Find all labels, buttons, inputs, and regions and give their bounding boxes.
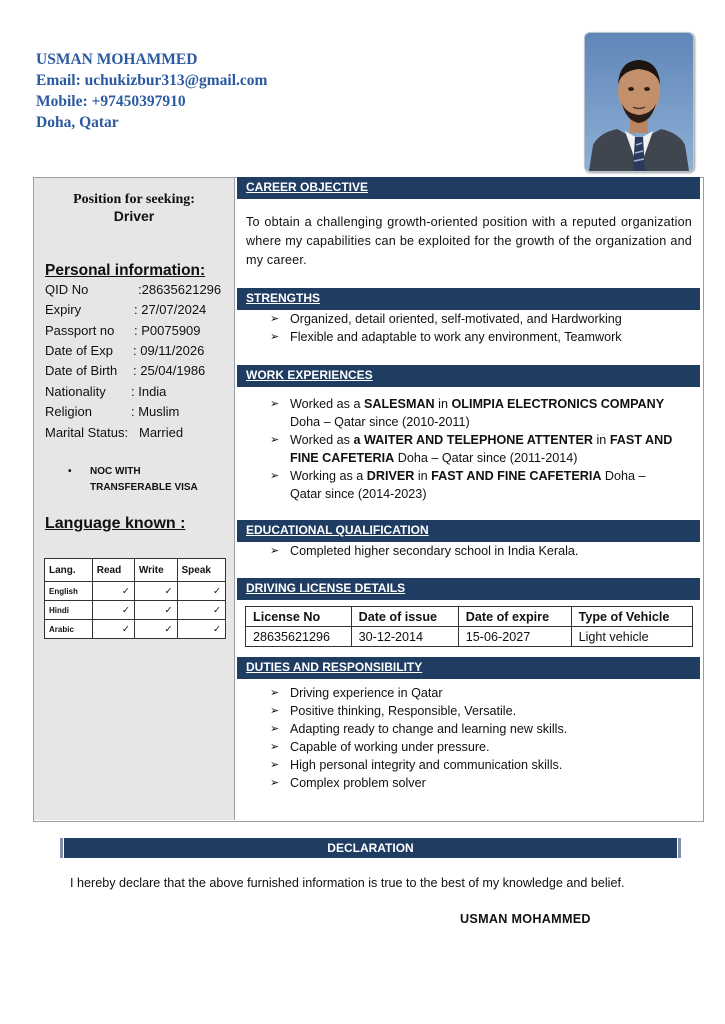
personal-value: : 09/11/2026 <box>133 343 205 358</box>
personal-label: Nationality <box>45 384 106 399</box>
exp-role: a WAITER AND TELEPHONE ATTENTER <box>353 433 593 447</box>
column-header: Date of issue <box>351 607 458 627</box>
exp-text: Doha – Qatar since (2010-2011) <box>290 415 470 429</box>
exp-company: FAST AND FINE CAFETERIA <box>431 469 602 483</box>
personal-value: : 27/07/2024 <box>134 302 207 317</box>
section-heading: DUTIES AND RESPONSIBILITY <box>246 660 423 674</box>
mobile-text: Mobile: +97450397910 <box>36 93 186 110</box>
column-header: Date of expire <box>458 607 571 627</box>
personal-row <box>45 341 205 361</box>
table-cell: 28635621296 <box>246 627 352 647</box>
column-header: Speak <box>177 559 226 582</box>
personal-value: Married <box>139 425 184 440</box>
personal-row <box>45 280 222 300</box>
column-header: License No <box>246 607 352 627</box>
list-item <box>270 684 690 702</box>
section-heading: CAREER OBJECTIVE <box>246 180 369 194</box>
column-header: Write <box>134 559 177 582</box>
language-heading: Language known : <box>45 515 186 532</box>
section-bar-education <box>237 520 700 542</box>
personal-label: Date of Exp <box>45 343 113 358</box>
language-name: Hindi <box>45 601 93 620</box>
strengths-list <box>270 310 690 346</box>
personal-row <box>45 382 167 402</box>
arrow-bullet-icon: ➢ <box>270 434 280 446</box>
personal-label: Date of Birth <box>45 363 118 378</box>
list-item <box>270 310 690 328</box>
exp-role: SALESMAN <box>363 397 435 411</box>
personal-value: : India <box>131 384 167 399</box>
check-icon: ✓ <box>134 620 177 639</box>
exp-role: DRIVER <box>366 469 415 483</box>
personal-label: Passport no <box>45 323 115 338</box>
list-item-text: Driving experience in Qatar <box>290 686 443 700</box>
exp-text: Working as a <box>290 469 367 483</box>
personal-info-heading: Personal information: <box>45 262 206 279</box>
personal-row <box>45 300 207 320</box>
check-icon: ✓ <box>92 601 134 620</box>
exp-text: in <box>434 397 452 411</box>
arrow-bullet-icon: ➢ <box>270 331 280 343</box>
noc-line: TRANSFERABLE VISA <box>90 482 198 493</box>
section-bar-career-objective <box>237 177 700 199</box>
list-item-text: Capable of working under pressure. <box>290 740 490 754</box>
list-item-text: Flexible and adaptable to work any environment, Teamwork <box>290 330 622 344</box>
profile-photo <box>584 32 694 172</box>
list-item <box>270 431 675 467</box>
exp-text: Worked as a <box>290 397 364 411</box>
exp-text: in <box>414 469 432 483</box>
career-objective-text: To obtain a challenging growth-oriented position with a reputed organization where my capabilities can be exploited for the growth of the organization and my career. <box>246 215 692 267</box>
work-experience-list <box>270 395 675 503</box>
candidate-name: USMAN MOHAMMED <box>36 51 198 68</box>
list-item-text: Positive thinking, Responsible, Versatile. <box>290 704 517 718</box>
list-item <box>270 542 690 560</box>
section-heading: EDUCATIONAL QUALIFICATION <box>246 523 429 537</box>
section-bar-duties <box>237 657 700 679</box>
list-item-text: Organized, detail oriented, self-motivated, and Hardworking <box>290 312 622 326</box>
list-item-text: Completed higher secondary school in India Kerala. <box>290 544 579 558</box>
personal-row <box>45 402 180 422</box>
personal-label: Expiry <box>45 302 82 317</box>
section-heading: STRENGTHS <box>246 291 321 305</box>
personal-row <box>45 423 184 443</box>
exp-text: Worked as <box>290 433 354 447</box>
position-value: Driver <box>113 208 155 224</box>
check-icon: ✓ <box>177 620 226 639</box>
list-item <box>270 738 690 756</box>
personal-row <box>45 321 201 341</box>
table-row <box>45 582 226 601</box>
declaration-text: I hereby declare that the above furnished information is true to the best of my knowledge and belief. <box>70 876 625 890</box>
exp-company: FAST AND FINE CAFETERIA <box>290 433 673 465</box>
personal-value: :28635621296 <box>138 282 222 297</box>
list-item <box>270 328 690 346</box>
exp-text: in <box>593 433 610 447</box>
list-item <box>270 774 690 792</box>
language-table <box>44 558 226 639</box>
section-heading: DRIVING LICENSE DETAILS <box>246 581 406 595</box>
arrow-bullet-icon: ➢ <box>270 687 280 699</box>
license-table <box>245 606 693 647</box>
list-item <box>270 720 690 738</box>
list-item <box>270 467 675 503</box>
location-text: Doha, Qatar <box>36 114 119 131</box>
personal-value: : 25/04/1986 <box>133 363 206 378</box>
noc-line: NOC WITH <box>90 466 141 477</box>
personal-label: Marital Status: <box>45 425 129 440</box>
personal-label: QID No <box>45 282 89 297</box>
arrow-bullet-icon: ➢ <box>270 398 280 410</box>
arrow-bullet-icon: ➢ <box>270 470 280 482</box>
list-item-text: High personal integrity and communication skills. <box>290 758 563 772</box>
personal-label: Religion <box>45 404 92 419</box>
column-header: Read <box>92 559 134 582</box>
check-icon: ✓ <box>92 620 134 639</box>
list-item <box>270 395 675 431</box>
declaration-heading: DECLARATION <box>327 841 414 855</box>
noc-note <box>68 464 198 496</box>
arrow-bullet-icon: ➢ <box>270 723 280 735</box>
personal-row <box>45 361 206 381</box>
table-row <box>246 627 693 647</box>
declaration-bar <box>64 838 677 858</box>
table-row <box>45 620 226 639</box>
arrow-bullet-icon: ➢ <box>270 313 280 325</box>
table-cell: 30-12-2014 <box>351 627 458 647</box>
exp-company: OLIMPIA ELECTRONICS COMPANY <box>451 397 665 411</box>
arrow-bullet-icon: ➢ <box>270 741 280 753</box>
section-bar-driving-license <box>237 578 700 600</box>
check-icon: ✓ <box>177 582 226 601</box>
exp-text: Doha – Qatar since (2011-2014) <box>394 451 578 465</box>
section-bar-work-experiences <box>237 365 700 387</box>
arrow-bullet-icon: ➢ <box>270 777 280 789</box>
list-item-text: Complex problem solver <box>290 776 426 790</box>
check-icon: ✓ <box>134 582 177 601</box>
arrow-bullet-icon: ➢ <box>270 759 280 771</box>
table-header-row <box>45 559 226 582</box>
section-bar-strengths <box>237 288 700 310</box>
personal-value: : Muslim <box>131 404 180 419</box>
contact-header <box>36 49 267 133</box>
column-header: Type of Vehicle <box>571 607 692 627</box>
check-icon: ✓ <box>134 601 177 620</box>
list-item <box>270 702 690 720</box>
table-header-row <box>246 607 693 627</box>
table-cell: 15-06-2027 <box>458 627 571 647</box>
table-row <box>45 601 226 620</box>
list-item-text: Adapting ready to change and learning new skills. <box>290 722 568 736</box>
language-name: English <box>45 582 93 601</box>
arrow-bullet-icon: ➢ <box>270 545 280 557</box>
section-heading: WORK EXPERIENCES <box>246 368 373 382</box>
list-item <box>270 756 690 774</box>
check-icon: ✓ <box>177 601 226 620</box>
arrow-bullet-icon: ➢ <box>270 705 280 717</box>
language-name: Arabic <box>45 620 93 639</box>
bullet-icon: • <box>68 466 72 477</box>
signature-name: USMAN MOHAMMED <box>460 912 591 926</box>
duties-list <box>270 684 690 792</box>
email-text: Email: uchukizbur313@gmail.com <box>36 72 268 89</box>
position-title: Position for seeking: <box>73 192 195 207</box>
personal-value: : P0075909 <box>134 323 201 338</box>
table-cell: Light vehicle <box>571 627 692 647</box>
exp-text: Doha – Qatar since (2014-2023) <box>290 469 646 501</box>
column-header: Lang. <box>45 559 93 582</box>
check-icon: ✓ <box>92 582 134 601</box>
education-list <box>270 542 690 560</box>
